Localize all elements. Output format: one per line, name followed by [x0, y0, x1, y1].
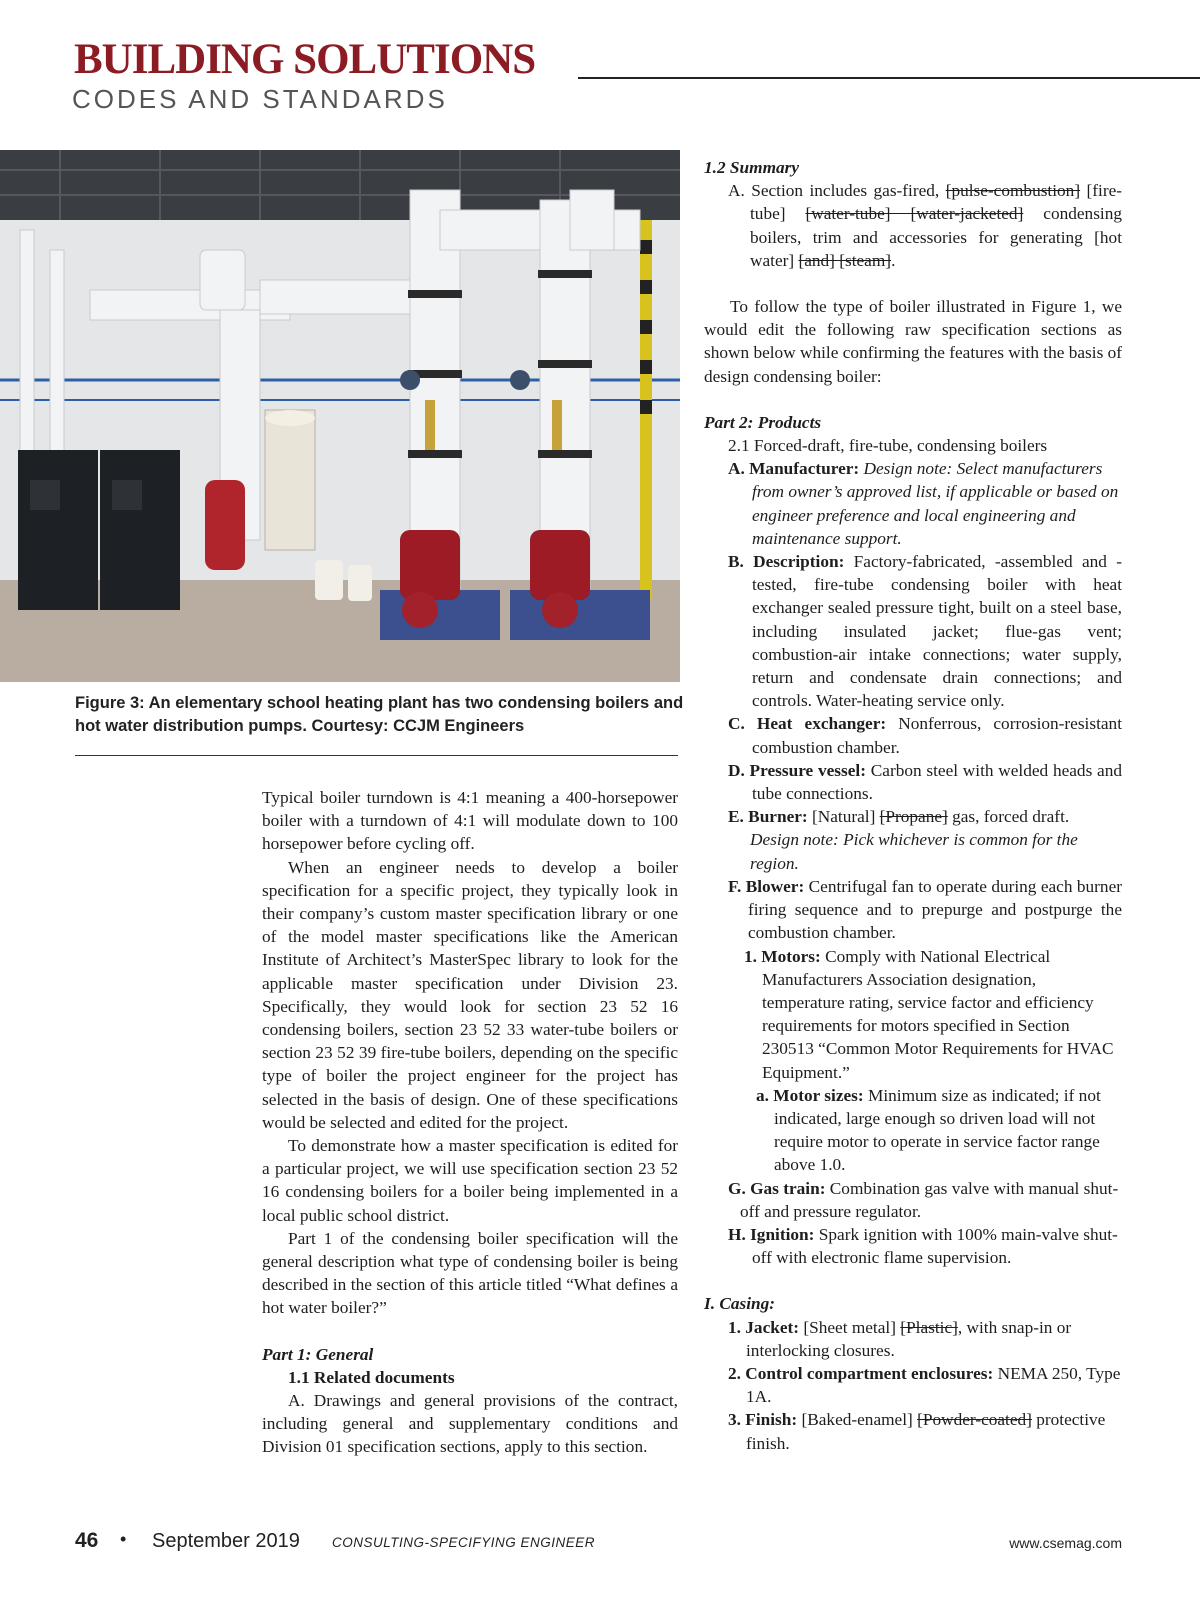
boiler-room-photo [0, 150, 680, 682]
spec-text: Factory-fabricated, -assembled and -tested, fire-tube condensing boiler with heat exchanger sealed pressure tight, built on a steel base, including insulated jacket; flue-gas vent; combustion-air intake connections; water supply, return and condensate drain connections; and controls. Water-heating service only. [752, 552, 1122, 711]
struck-option: [Powder-coated] [917, 1410, 1032, 1430]
section-subtitle: CODES AND STANDARDS [72, 84, 448, 114]
struck-option: [Plastic] [900, 1317, 958, 1337]
struck-option: [water-tube] [water-jacketed] [805, 204, 1024, 224]
spec-text: NEMA 250, Type 1A. [746, 1363, 1121, 1407]
spec-item-manufacturer [704, 457, 1122, 550]
spec-text: Carbon steel with welded heads and tube connections. [752, 760, 1122, 804]
spacer [704, 1269, 1122, 1292]
spec-item-jacket [704, 1316, 1122, 1362]
spec-text: [Sheet metal] [799, 1317, 901, 1337]
page-footer [0, 1529, 1200, 1559]
spec-text: gas, forced draft. [947, 807, 1070, 827]
spec-label: 3. Finish: [728, 1410, 798, 1430]
spec-label: E. Burner: [728, 807, 808, 827]
casing-heading: I. Casing: [704, 1294, 776, 1314]
spec-text: protective finish. [746, 1410, 1106, 1453]
subsection-heading: 2.1 Forced-draft, fire-tube, condensing boilers [728, 436, 1048, 456]
spec-text: Centrifugal fan to operate during each burner firing sequence and to prepurge and postpurge the combustion chamber. [748, 876, 1122, 943]
spec-label: H. Ignition: [728, 1224, 815, 1244]
part1-heading: Part 1: General [262, 1344, 374, 1364]
spec-item-finish [704, 1408, 1122, 1454]
page-number: 46 [75, 1529, 99, 1552]
design-note: Design note: Pick whichever is common for the region. [750, 830, 1078, 873]
spec-text: Minimum size as indicated; if not indicated, large enough so driven load will not require motor to operate in service factor range above 1.0. [774, 1085, 1101, 1175]
related-docs-heading: 1.1 Related documents [288, 1367, 455, 1387]
spec-label: 1. Motors: [744, 946, 821, 966]
design-note: Design note: Select manufacturers from owner’s approved list, if applicable or based on engineer preference and local engineering and maintenance support. [752, 459, 1119, 548]
spec-item-ignition [704, 1223, 1122, 1269]
caption-rule [75, 755, 678, 756]
figure-caption: Figure 3: An elementary school heating plant has two condensing boilers and hot water distribution pumps. Courtesy: CCJM Engineers [75, 694, 684, 735]
spec-item-motor-sizes [704, 1084, 1122, 1177]
spec-label: D. Pressure vessel: [728, 760, 866, 780]
summary-heading: 1.2 Summary [704, 158, 800, 177]
website-link[interactable]: www.csemag.com [1009, 1535, 1122, 1551]
spec-item-pressure-vessel [704, 759, 1122, 805]
spacer [262, 1320, 678, 1343]
spec-text: Nonferrous, corrosion-resistant combustion chamber. [752, 714, 1122, 757]
spec-label: G. Gas train: [728, 1178, 826, 1198]
struck-option: [and] [steam] [798, 250, 892, 270]
spec-item-heat-exchanger [704, 712, 1122, 758]
spec-text: Spark ignition with 100% main-valve shut-off with electronic flame supervision. [752, 1224, 1118, 1268]
spec-text: Comply with National Electrical Manufacturers Association designation, temperature rating, service factor and efficiency requirements for motors specified in Section 230513 “Common Motor Requirements for HVAC Equipment.” [762, 946, 1114, 1082]
spec-label: A. Manufacturer: [728, 459, 860, 479]
spec-item-control-enclosures [704, 1362, 1122, 1408]
spec-label: B. Description: [728, 552, 845, 572]
struck-option: [pulse-combustion] [945, 181, 1081, 201]
struck-option: [Propane] [879, 807, 948, 827]
spec-item-burner [704, 805, 1122, 875]
summary-text: A. Section includes gas-fired, [728, 181, 946, 201]
spec-label: 2. Control compartment enclosures: [728, 1363, 994, 1383]
spec-item-blower [704, 875, 1122, 945]
spec-text: [Baked-enamel] [797, 1410, 918, 1430]
summary-text: condensing boilers, trim and accessories for generating [hot water] [750, 204, 1123, 270]
footer-bullet: • [120, 1529, 127, 1549]
right-column [704, 156, 1122, 1455]
body-paragraph: Typical boiler turndown is 4:1 meaning a 400-horsepower boiler with a turndown of 4:1 will modulate down to 100 horsepower before cycling off. [262, 788, 678, 854]
spec-text: [Natural] [807, 807, 880, 827]
spec-item-gas-train [704, 1177, 1122, 1223]
spec-text: Combination gas valve with manual shut-off and pressure regulator. [740, 1178, 1119, 1221]
spec-item-motors [704, 945, 1122, 1084]
summary-text: . [891, 250, 896, 270]
header-rule [578, 77, 1200, 79]
spacer [704, 388, 1122, 411]
related-docs-text: A. Drawings and general provisions of the contract, including general and supplementary conditions and Division 01 specification sections, apply to this section. [262, 1391, 678, 1457]
part2-heading: Part 2: Products [704, 412, 822, 432]
spec-label: C. Heat exchanger: [728, 714, 887, 734]
left-column [262, 786, 678, 1459]
spec-item-description [704, 550, 1122, 712]
body-paragraph: When an engineer needs to develop a boiler specification for a specific project, they typically look in their company’s custom master specification library or one of the model master specifications like the American Institute of Architect’s MasterSpec library to look for the applicable master specification under Division 23. Specifically, they would look for section 23 52 16 condensing boilers, section 23 52 33 water-tube boilers or section 23 52 39 fire-tube boilers, depending on the specific type of boiler the project engineer for the project has selected in the basis of design. One of these specifications would be selected and edited for the project. [262, 857, 678, 1132]
spec-label: F. Blower: [728, 876, 805, 896]
section-title: BUILDING SOLUTIONS [74, 36, 536, 83]
issue-date: September 2019 [152, 1530, 300, 1552]
body-paragraph: To demonstrate how a master specification is edited for a particular project, we will use specification section 23 52 16 condensing boilers for a boiler being implemented in a local public school district. [262, 1136, 678, 1225]
spec-label: 1. Jacket: [728, 1317, 800, 1337]
body-paragraph: To follow the type of boiler illustrated in Figure 1, we would edit the following raw specification sections as shown below while confirming the features with the basis of design condensing boiler: [704, 297, 1123, 386]
publication-name: CONSULTING-SPECIFYING ENGINEER [332, 1535, 596, 1550]
spec-label: a. Motor sizes: [756, 1085, 864, 1105]
summary-item [704, 179, 1122, 272]
body-paragraph: Part 1 of the condensing boiler specification will the general description what type of condensing boiler is being described in the section of this article titled “What defines a hot water boiler?” [262, 1228, 678, 1318]
spec-text: , with snap-in or interlocking closures. [746, 1317, 1072, 1360]
summary-text: [fire-tube] [750, 181, 1122, 224]
spacer [704, 272, 1122, 295]
